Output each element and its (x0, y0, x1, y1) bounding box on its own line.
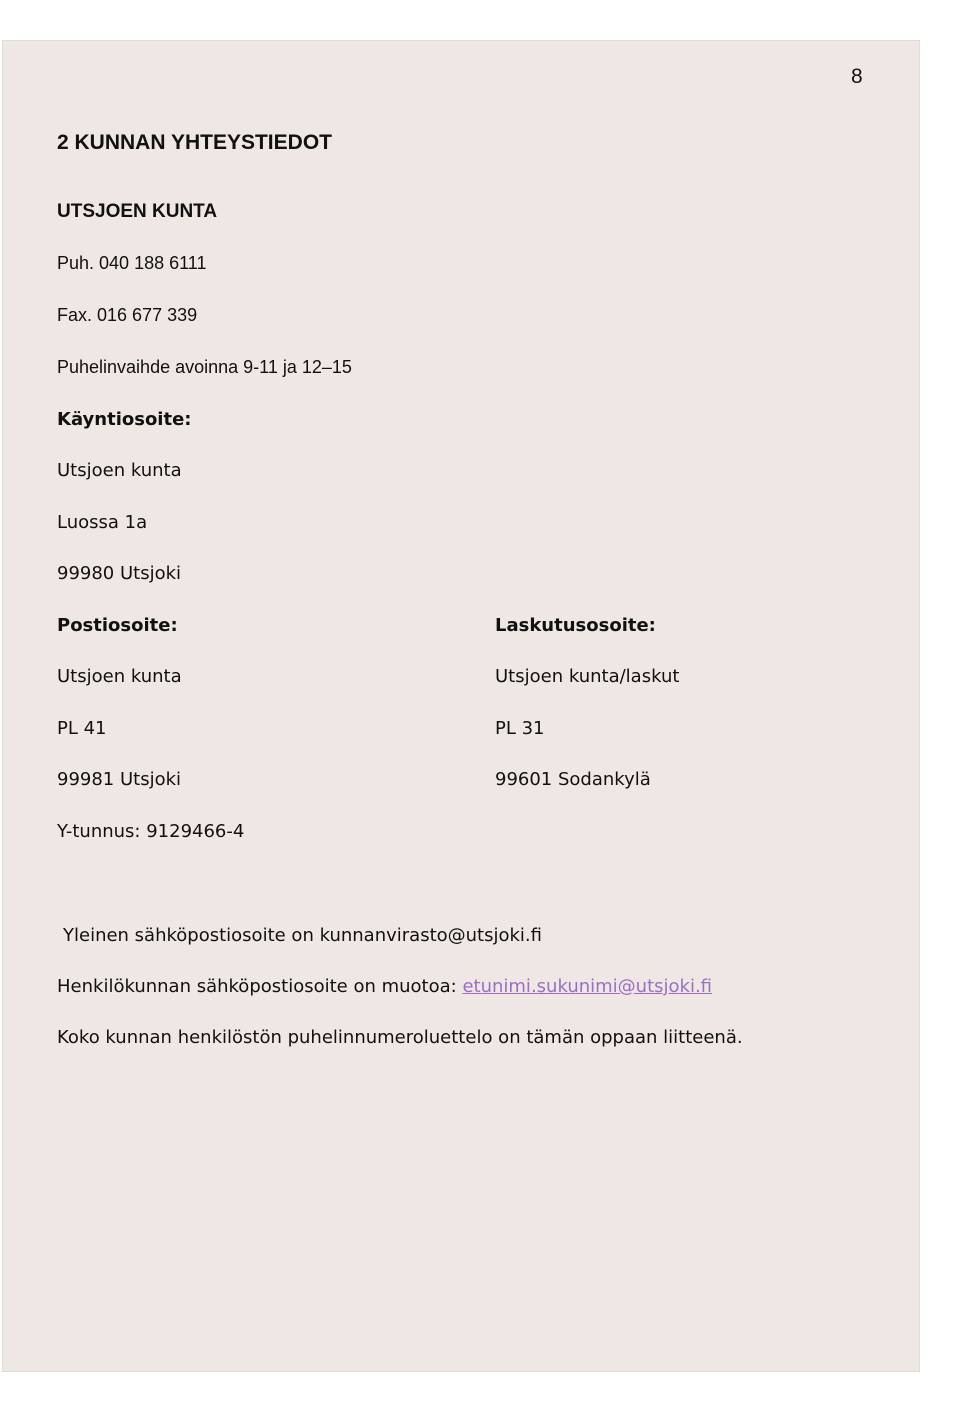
organization-name: UTSJOEN KUNTA (57, 201, 218, 222)
staff-email-text: Henkilökunnan sähköpostiosoite on muotoa: (57, 976, 463, 997)
postal-address-line: PL 41 (57, 718, 107, 739)
postal-address-line: Utsjoen kunta (57, 666, 182, 687)
staff-email-note (57, 976, 712, 997)
section-title: 2 KUNNAN YHTEYSTIEDOT (57, 131, 332, 154)
fax-number: Fax. 016 677 339 (57, 305, 198, 325)
business-id: Y-tunnus: 9129466-4 (57, 821, 245, 842)
billing-address-line: PL 31 (495, 718, 545, 739)
visiting-address-label: Käyntiosoite: (57, 409, 192, 430)
billing-address-line: 99601 Sodankylä (495, 769, 651, 790)
postal-address-label: Postiosoite: (57, 615, 178, 636)
visiting-address-line: Luossa 1a (57, 512, 148, 533)
billing-address-line: Utsjoen kunta/laskut (495, 666, 680, 687)
postal-address-line: 99981 Utsjoki (57, 769, 182, 790)
phone-number: Puh. 040 188 6111 (57, 253, 207, 273)
general-email-note: Yleinen sähköpostiosoite on kunnanvirasto@utsjoki.fi (63, 925, 542, 946)
document-page (2, 40, 920, 1372)
visiting-address-line: 99980 Utsjoki (57, 563, 182, 584)
staff-email-link[interactable]: etunimi.sukunimi@utsjoki.fi (462, 976, 713, 997)
visiting-address-line: Utsjoen kunta (57, 460, 182, 481)
phone-list-note: Koko kunnan henkilöstön puhelinnumeroluettelo on tämän oppaan liitteenä. (57, 1027, 743, 1048)
page-number: 8 (851, 65, 863, 88)
switchboard-hours: Puhelinvaihde avoinna 9-11 ja 12–15 (57, 357, 352, 377)
billing-address-label: Laskutusosoite: (495, 615, 656, 636)
